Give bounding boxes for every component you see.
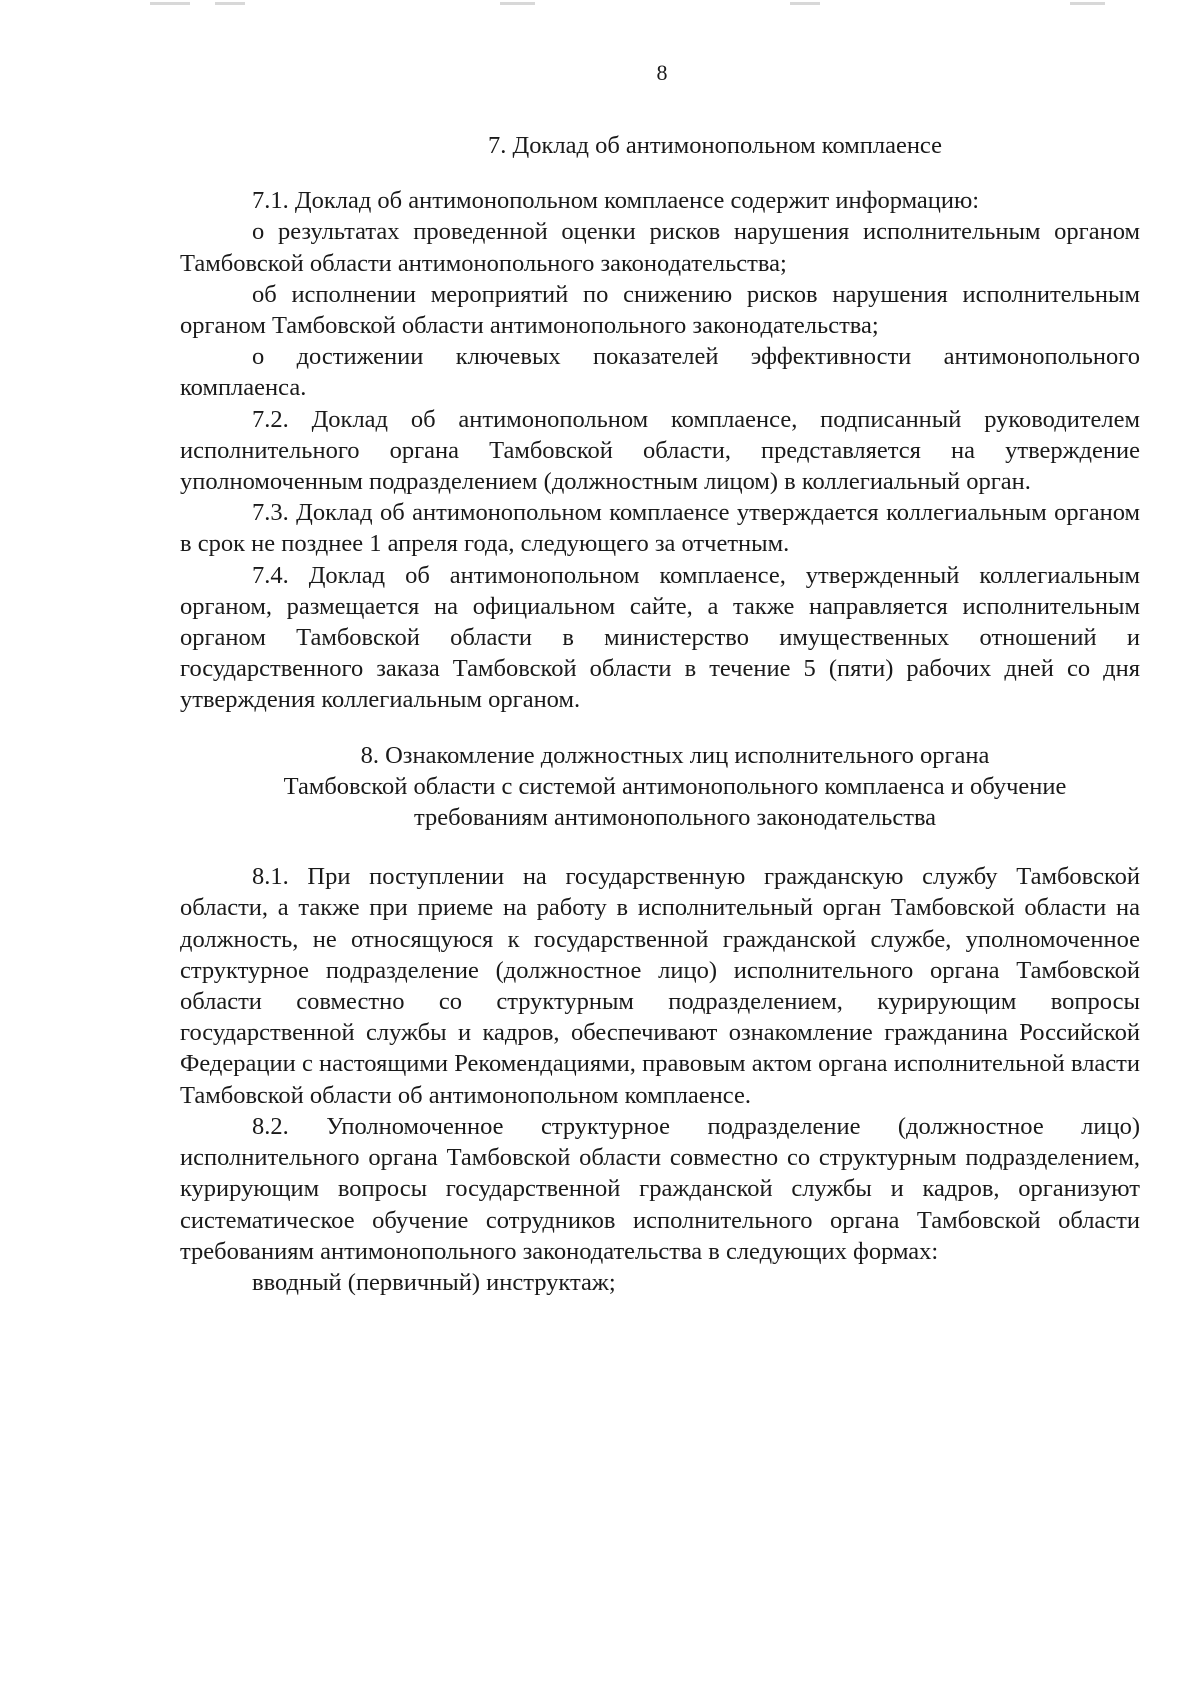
paragraph-8-1: 8.1. При поступлении на государственную гражданскую службу Тамбовской области, а также при приеме на работу в исполнительный орган Тамбовской области на должность, не относящуюся к государственной гражданской службе, уполномоченное структурное подразделение (должностное лицо) исполнительного органа Тамбовской области совместно со структурным подразделением, курирующим вопросы государственной службы и кадров, обеспечивают ознакомление гражданина Российской Федерации с настоящими Рекомендациями, правовым актом органа исполнительной власти Тамбовской области об антимонопольном комплаенсе. — [180, 863, 1140, 1109]
section-7-title: 7. Доклад об антимонопольном комплаенсе — [488, 132, 942, 159]
scan-mark — [1070, 2, 1105, 5]
scan-artifacts — [0, 0, 1200, 14]
scan-mark — [150, 2, 190, 5]
document-body — [180, 130, 1140, 1298]
scan-mark — [500, 2, 535, 5]
paragraph-7-2: 7.2. Доклад об антимонопольном комплаенсе, подписанный руководителем исполнительного органа Тамбовской области, представляется на утверждение уполномоченным подразделением (должностным лицом) в коллегиальный орган. — [180, 405, 1140, 496]
paragraph-7-1-item-indicators: о достижении ключевых показателей эффективности антимонопольного комплаенса. — [180, 343, 1140, 402]
paragraph-7-3: 7.3. Доклад об антимонопольном комплаенсе утверждается коллегиальным органом в срок не позднее 1 апреля года, следующего за отчетным. — [180, 499, 1140, 558]
paragraph-7-1: 7.1. Доклад об антимонопольном комплаенсе содержит информацию: — [252, 187, 980, 215]
page-number: 8 — [656, 60, 668, 85]
section-8-title-line: Тамбовской области с системой антимонопольного комплаенса и обучение — [283, 772, 1067, 800]
paragraph-7-4: 7.4. Доклад об антимонопольном комплаенсе, утвержденный коллегиальным органом, размещается на официальном сайте, а также направляется исполнительным органом Тамбовской области в министерство имущественных отношений и государственного заказа Тамбовской области в течение 5 (пяти) рабочих дней со дня утверждения коллегиальным органом. — [180, 561, 1140, 714]
section-8-title-line: 8. Ознакомление должностных лиц исполнительного органа — [360, 741, 990, 769]
paragraph-7-1-item-measures: об исполнении мероприятий по снижению рисков нарушения исполнительным органом Тамбовской области антимонопольного законодательства; — [180, 280, 1140, 340]
section-8-title-line: требованиям антимонопольного законодательства — [413, 804, 937, 832]
paragraph-8-2: 8.2. Уполномоченное структурное подразделение (должностное лицо) исполнительного органа Тамбовской области совместно со структурным подразделением, курирующим вопросы государственной гражданской службы и кадров, организуют систематическое обучение сотрудников исполнительного органа Тамбовской области требованиям антимонопольного законодательства в следующих формах: — [180, 1112, 1140, 1265]
paragraph-8-2-item-intro-briefing: вводный (первичный) инструктаж; — [252, 1268, 616, 1296]
scan-mark — [215, 2, 245, 5]
scan-mark — [790, 2, 820, 5]
section-8-title — [180, 740, 1140, 834]
paragraph-7-1-item-risks: о результатах проведенной оценки рисков нарушения исполнительным органом Тамбовской области антимонопольного законодательства; — [180, 218, 1140, 277]
